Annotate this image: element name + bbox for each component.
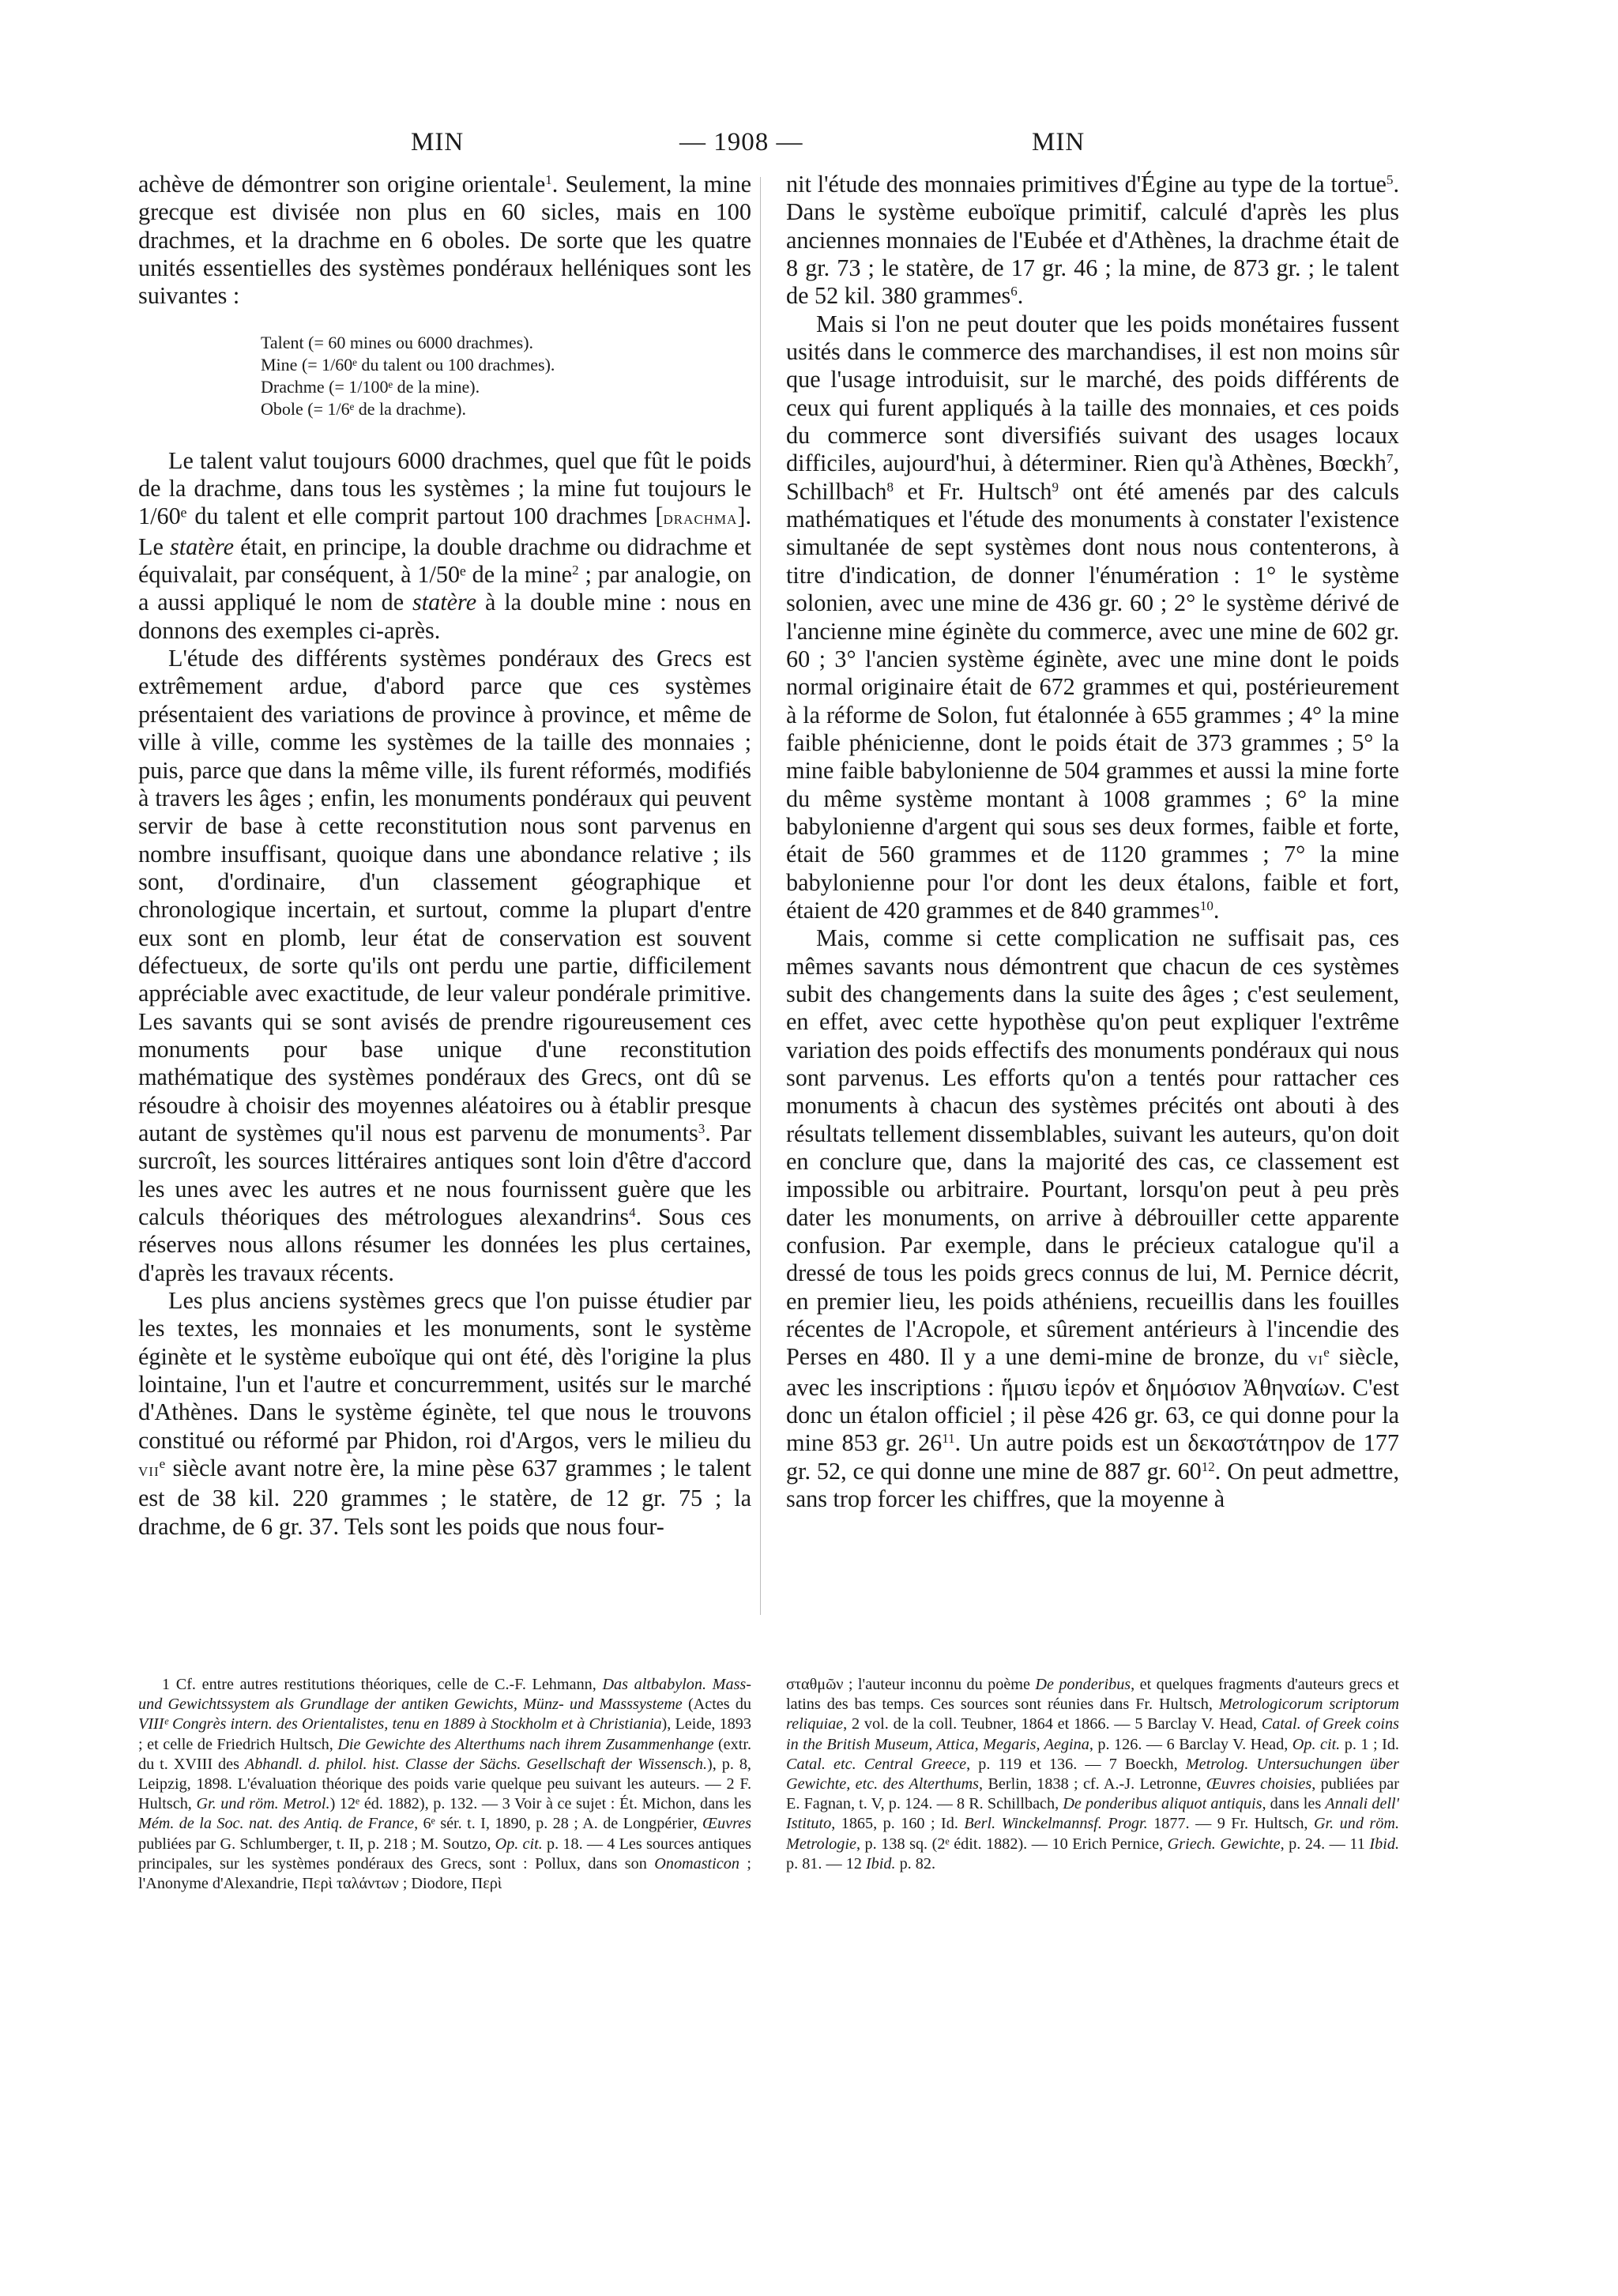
footnotes-left: [138, 1675, 751, 1894]
table-row: Obole (= 1/6ᵉ de la drachme).: [261, 398, 466, 419]
page-number: — 1908 —: [679, 128, 803, 156]
paragraph: L'étude des différents systèmes pondéraux des Grecs est extrêmement ardue, d'abord parce que ces systèmes présentaient des variations de province à province, et même de ville à ville, comme les systèmes de la taille des monnaies ; puis, parce que dans la même ville, ils furent réformés, modifiés à travers les âges ; enfin, les monuments pondéraux qui peuvent servir de base à cette reconstitution nous sont parvenus en nombre insuffisant, quoique dans une abondance relative ; ils sont, d'ordinaire, d'un classement géographique et chronologique incertain, et surtout, comme la plupart d'entre eux sont en plomb, leur état de conservation est souvent défectueux, de sorte qu'ils ont perdu une partie, difficilement appréciable avec exactitude, de leur valeur pondérale primitive. Les savants qui se sont avisés de prendre rigoureusement ces monuments pour base unique d'une reconstitution mathématique des systèmes pondéraux des Grecs, ont dû se résoudre à choisir des moyennes aléatoires ou à établir presque autant de systèmes qu'il nous est parvenu de monuments$^3$. Par surcroît, les sources littéraires antiques sont loin d'être d'accord les unes avec les autres et ne nous fournissent guère que les calculs théoriques des métrologues alexandrins$^4$. Sous ces réserves nous allons résumer les données les plus certaines, d'après les travaux récents.: [138, 645, 751, 1286]
footnote-text: σταθμῶν ; l'auteur inconnu du poème De ponderibus, et quelques fragments d'auteurs grecs et latins des bas temps. Ces sources sont réunies dans Fr. Hultsch, Metrologicorum scriptorum reliquiae, 2 vol. de la coll. Teubner, 1864 et 1866. — 5 Barclay V. Head, Catal. of Greek coins in the British Museum, Attica, Megaris, Aegina, p. 126. — 6 Barclay V. Head, Op. cit. p. 1 ; Id. Catal. etc. Central Greece, p. 119 et 136. — 7 Boeckh, Metrolog. Untersuchungen über Gewichte, etc. des Alterthums, Berlin, 1838 ; cf. A.-J. Letronne, Œuvres choisies, publiées par E. Fagnan, t. V, p. 124. — 8 R. Schillbach, De ponderibus aliquot antiquis, dans les Annali dell' Istituto, 1865, p. 160 ; Id. Berl. Winckelmannsf. Progr. 1877. — 9 Fr. Hultsch, Gr. und röm. Metrologie, p. 138 sq. (2ᵉ édit. 1882). — 10 Erich Pernice, Griech. Gewichte, p. 24. — 11 Ibid. p. 81. — 12 Ibid. p. 82.: [786, 1676, 1400, 1873]
paragraph: Mais si l'on ne peut douter que les poids monétaires fussent usités dans le commerce des marchandises, il est non moins sûr que l'usage introduisit, sur le marché, des poids différents de ceux qui furent appliqués à la taille des monnaies, et ces poids du commerce sont diversifiés suivant des usages locaux difficiles, aujourd'hui, à déterminer. Rien qu'à Athènes, Bœckh$^7$, Schillbach$^8$ et Fr. Hultsch$^9$ ont été amenés par des calculs mathématiques et l'étude des monuments à constater l'existence simultanée de sept systèmes dont nous nous contenterons, à titre d'indication, de donner l'énumération : 1° le système solonien, avec une mine de 436 gr. 60 ; 2° le système dérivé de l'ancienne mine éginète du commerce, avec une mine de 602 gr. 60 ; 3° l'ancien système éginète, avec une mine dont le poids normal originaire était de 672 grammes et qui, postérieurement à la réforme de Solon, fut étalonnée à 655 grammes ; 4° la mine faible phénicienne, dont le poids était de 373 grammes ; 5° la mine faible babylonienne de 504 grammes et aussi la mine forte du même système montant à 1008 grammes ; 6° la mine babylonienne d'argent qui sous ses deux formes, faible et forte, était de 560 grammes et de 1120 grammes ; 7° la mine babylonienne pour l'or dont les deux étalons, faible et fort, étaient de 420 grammes et de 840 grammes$^{10}$.: [786, 310, 1400, 924]
right-column: [786, 171, 1399, 1514]
paragraph: nit l'étude des monnaies primitives d'Égine au type de la tortue$^5$. Dans le système euboïque primitif, calculé d'après les plus anciennes monnaies de l'Eubée et d'Athènes, la drachme était de 8 gr. 73 ; le statère, de 17 gr. 46 ; la mine, de 873 gr. ; le talent de 52 kil. 380 grammes$^6$.: [786, 171, 1399, 310]
paragraph: achève de démontrer son origine orientale$^1$. Seulement, la mine grecque est divisée non plus en 60 sicles, mais en 100 drachmes, et la drachme en 6 oboles. De sorte que les quatre unités essentielles des systèmes pondéraux helléniques sont les suivantes :: [138, 171, 751, 310]
footnotes-right: [786, 1675, 1399, 1874]
running-head-left: MIN: [411, 128, 465, 156]
paragraph: Mais, comme si cette complication ne suffisait pas, ces mêmes savants nous démontrent que chacun de ces systèmes subit des changements dans la suite des âges ; c'est seulement, en effet, avec cette hypothèse qu'on peut expliquer l'extrême variation des poids effectifs des monuments pondéraux qui nous sont parvenus. Les efforts qu'on a tentés pour rattacher ces monuments à chacun des systèmes précités ont abouti à des résultats tellement dissemblables, suivant les auteurs, qu'on doit en conclure que, dans la majorité des cas, ce classement est impossible ou arbitraire. Pourtant, lorsqu'on peut à peu près dater les monuments, on arrive à débrouiller cette apparente confusion. Par exemple, dans le précieux catalogue qu'il a dressé de tous les poids grecs connus de lui, M. Pernice décrit, en premier lieu, les poids athéniens, recueillis dans les fouilles récentes de l'Acropole, et sûrement antérieurs à l'incendie des Perses en 480. Il y a une demi-mine de bronze, du $vi^e$ siècle, avec les inscriptions : ἥμισυ ἱερόν et δημόσιον Ἀθηναίων. C'est donc un étalon officiel ; il pèse 426 gr. 63, ce qui donne pour la mine 853 gr. $26^{11}$. Un autre poids est un δεκαστάτηρον de 177 gr. 52, ce qui donne une mine de 887 gr. $60^{12}$. On peut admettre, sans trop forcer les chiffres, que la moyenne à: [786, 924, 1400, 1513]
column-divider: [760, 177, 761, 1615]
running-head-right: MIN: [1032, 128, 1086, 156]
paragraph: Le talent valut toujours 6000 drachmes, quel que fût le poids de la drachme, dans tous les systèmes ; la mine fut toujours le 1/60ᵉ du talent et elle comprit partout 100 drachmes [drachma]. Le statère était, en principe, la double drachme ou didrachme et équivalait, par conséquent, à 1/50ᵉ de la mine$^2$ ; par analogie, on a aussi appliqué le nom de statère à la double mine : nous en donnons des exemples ci-après.: [138, 446, 751, 644]
weight-units-table: [261, 332, 751, 420]
table-row: Mine (= 1/60ᵉ du talent ou 100 drachmes).: [261, 354, 555, 375]
table-row: Talent (= 60 mines ou 6000 drachmes).: [261, 332, 534, 352]
left-column: [138, 171, 751, 1541]
table-row: Drachme (= 1/100ᵉ de la mine).: [261, 376, 480, 397]
footnote-text: 1 Cf. entre autres restitutions théoriques, celle de C.-F. Lehmann, Das altbabylon. Mass- und Gewichtssystem als Grundlage der antiken Gewichts, Münz- und Masssysteme (Actes du VIIIᵉ Congrès intern. des Orientalistes, tenu en 1889 à Stockholm et à Christiania), Leide, 1893 ; et celle de Friedrich Hultsch, Die Gewichte des Alterthums nach ihrem Zusammenhange (extr. du t. XVIII des Abhandl. d. philol. hist. Classe der Sächs. Gesellschaft der Wissensch.), p. 8, Leipzig, 1898. L'évaluation théorique des poids varie quelque peu suivant les auteurs. — 2 F. Hultsch, Gr. und röm. Metrol.) 12ᵉ éd. 1882), p. 132. — 3 Voir à ce sujet : Ét. Michon, dans les Mém. de la Soc. nat. des Antiq. de France, 6ᵉ sér. t. I, 1890, p. 28 ; A. de Longpérier, Œuvres publiées par G. Schlumberger, t. II, p. 218 ; M. Soutzo, Op. cit. p. 18. — 4 Les sources antiques principales, sur les systèmes pondéraux des Grecs, sont : Pollux, dans son Onomasticon ; l'Anonyme d'Alexandrie, Περὶ ταλάντων ; Diodore, Περὶ: [138, 1676, 752, 1893]
paragraph: Les plus anciens systèmes grecs que l'on puisse étudier par les textes, les monnaies et les monuments, sont le système éginète et le système euboïque qui ont été, dès l'origine la plus lointaine, l'un et l'autre et concurremment, usités sur le marché d'Athènes. Dans le système éginète, tel que nous le trouvons constitué ou réformé par Phidon, roi d'Argos, vers le milieu du vii$^e$ siècle avant notre ère, la mine pèse 637 grammes ; le talent est de 38 kil. 220 grammes ; le statère, de 12 gr. 75 ; la drachme, de 6 gr. 37. Tels sont les poids que nous four-: [138, 1287, 751, 1540]
